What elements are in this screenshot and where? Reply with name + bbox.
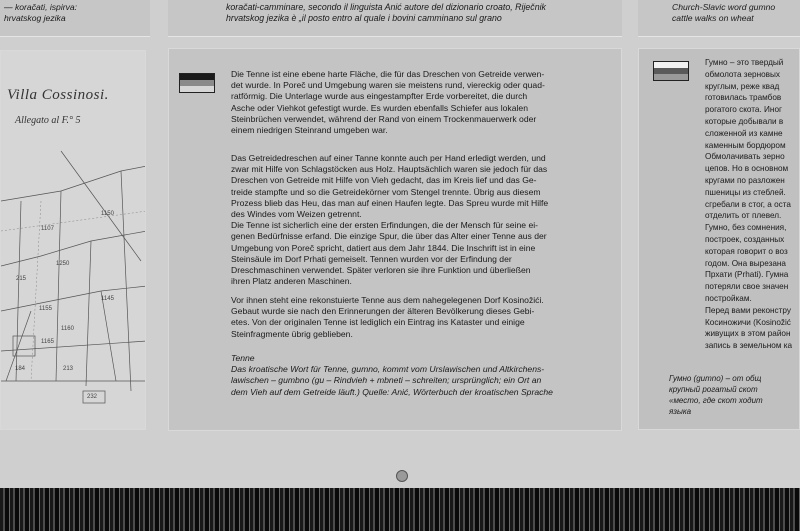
top-right-panel (638, 0, 800, 37)
map-label: 215 (16, 276, 27, 282)
map-label: 213 (63, 366, 74, 372)
map-label: 1107 (41, 226, 54, 232)
german-paragraph-3: Vor ihnen steht eine rekonstuierte Tenne aus dem nahegelegenen Dorf Kosinožići. Gebaut wurde sie nach den Erinnerungen der älteren Bevölkerung dieses Gebi- etes. Von der originalen Tenne ist lediglich ein Eintrag ins Kataster und einige Steinfragmente übrig geblieben. (231, 295, 544, 339)
map-label: 1165 (41, 339, 54, 345)
map-label: 1150 (101, 211, 114, 217)
german-text-panel (168, 48, 622, 431)
top-center-text: koračati-camminare, secondo il linguista Anić autore del dizionario croato, Riječnik hrvatskog jezika è „il posto entro al quale i bovini camminano sul grano (226, 2, 546, 24)
map-label: 1155 (39, 306, 52, 312)
german-paragraph-1: Die Tenne ist eine ebene harte Fläche, die für das Dreschen von Getreide verwen- det wurde. In Poreč und Umgebung waren sie meistens rund, viereckig oder quad- ratförmig. Die Unterlage wurde aus eingestampfter Erde vorbereitet, die durch Asche oder Viehkot gefestigt wurde. Es wurden ebenfalls Schiefer aus lokalen Steinbrüchen verwendet, während der Rand von einem Trockenmauerwerk oder einem niedrigen Steinrand umgeben war. (231, 69, 545, 136)
top-left-panel (0, 0, 150, 37)
map-label: 1250 (56, 261, 70, 267)
screw-icon (396, 470, 408, 482)
russian-footnote: Гумно (gumno) – от общ крупный рогатый скот «место, где скот ходит языка (669, 374, 763, 416)
map-label: 1145 (101, 296, 114, 302)
russian-flag-icon (653, 61, 689, 81)
map-title: Villa Cossinosi. (7, 87, 109, 103)
map-subtitle: Allegato al F.° 5 (15, 115, 81, 126)
map-label: 232 (87, 394, 98, 400)
cadastral-map-drawing (1, 51, 146, 430)
top-center-panel (168, 0, 622, 37)
map-label: 1160 (61, 326, 74, 332)
german-flag-icon (179, 73, 215, 93)
flag-stripe (180, 86, 214, 92)
flag-stripe (654, 74, 688, 80)
russian-text-panel (638, 48, 800, 430)
cadastral-map-panel (0, 50, 146, 430)
map-label: 184 (15, 366, 26, 372)
top-right-text: Church-Slavic word gumno cattle walks on wheat (672, 2, 776, 24)
german-paragraph-2: Das Getreidedreschen auf einer Tanne konnte auch per Hand erledigt werden, und zwar mit Hilfe von Schlagstöcken aus Holz. Hauptsächlich waren sie jedoch für das Dreschen von Getreide mit Hilfe von Vieh gedacht, das im Kreis lief und das Ge- treide stampfte und so die Getreidekörner vom Stengel trennte. Übrig aus diesem Prozess blieb das Heu, das man auf einen Haufen legte. Das Spreu wurde mit Hilfe des Windes vom Weizen getrennt. Die Tenne ist sicherlich eine der ersten Erfindungen, die der Mensch für seine ei- genen Bedürfnisse erfand. Die einzige Spur, die über das Alter einer Tenne aus der Umgebung von Poreč spricht, datiert aus dem Jahr 1844. Die Inschrift ist in eine Steinsäule im Dorf Prhati gemeiselt. Tennen wurden vor der Erfindung der Dreschmaschinen verwendet. Später verloren sie ihre Funktion und überließen ihren Platz anderen Maschinen. (231, 153, 549, 287)
top-left-text: — koračati, ispirva: hrvatskog jezika (4, 2, 78, 24)
german-footnote: Tenne Das kroatische Wort für Tenne, gumno, kommt vom Urslawischen und Altkirchens- lawischen – gumbno (gu – Rindvieh + mbneti – schreiten; ursprünglich; ein Ort an dem Vieh auf dem Getreide läuft.) Quelle: Anić, Wörterbuch der kroatischen Sprache (231, 353, 553, 397)
russian-paragraph: Гумно – это твердый обмолота зерновых круглым, реже квад готовилась трамбов рогатого скота. Иног которые добывали в сложенной из камне каменным бордюром Обмолачивать зерно цепов. Но в основном кругами по разложен пшеницы из стеблей. сгребали в стог, а оста отделить от плевел. Гумно, без сомнения, построек, созданных которая говорит о воз годом. Она вырезана Прхати (Prhati). Гумна потеряли свое значен постройкам. Перед вами реконстру Косиножичи (Kosinožić живущих в этом район запись в земельном ка (705, 58, 793, 351)
gravel-ground (0, 488, 800, 531)
